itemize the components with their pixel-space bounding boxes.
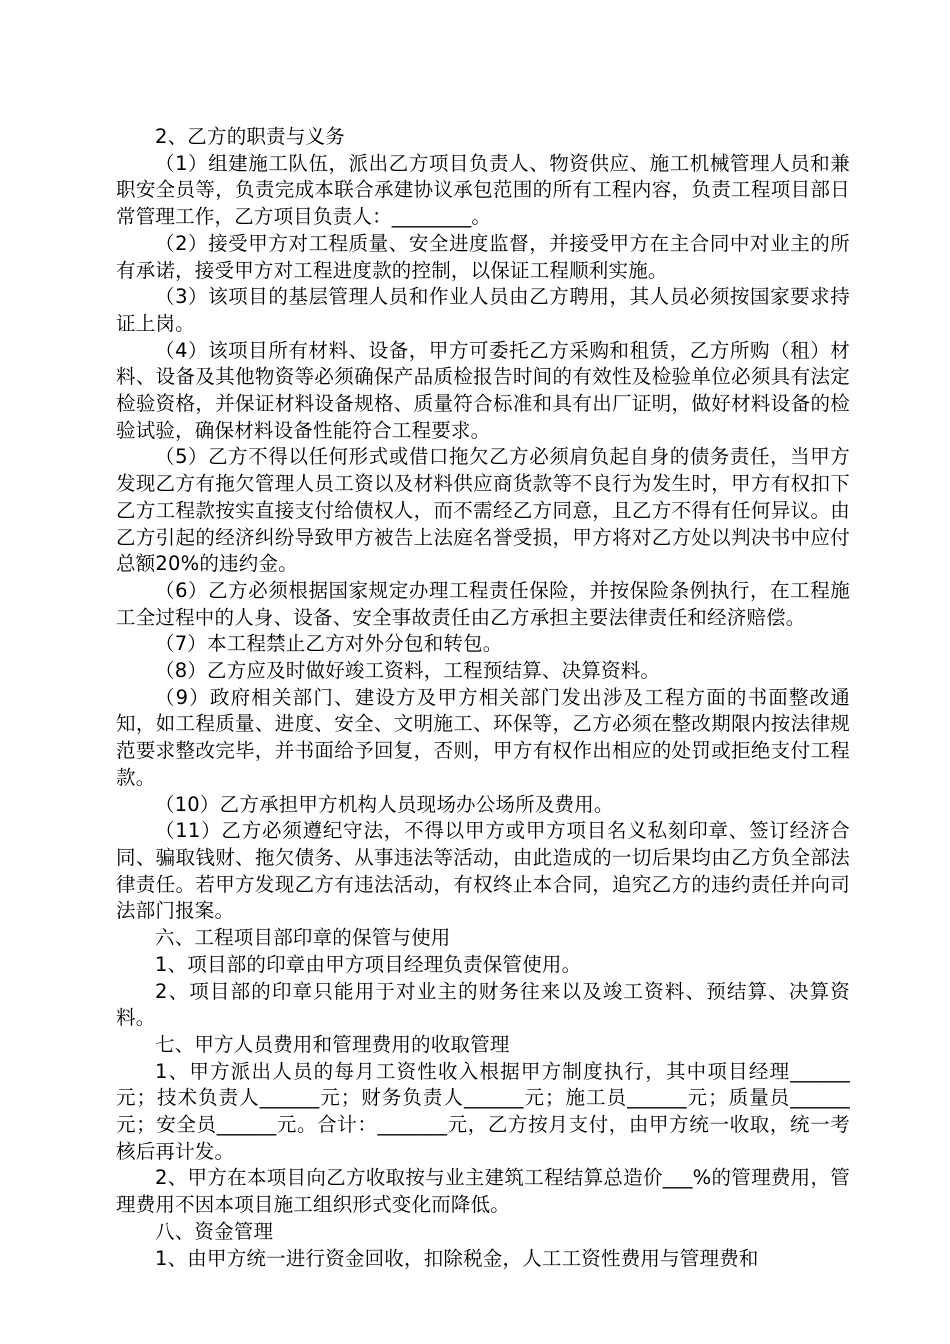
document-page — [116, 124, 850, 1272]
paragraph: （8）乙方应及时做好竣工资料，工程预结算、决算资料。 — [155, 659, 661, 683]
paragraph: 1、甲方派出人员的每月工资性收入根据甲方制度执行，其中项目经理______元；技术负责人______元；财务负责人______元；施工员______元；质量员______元；安全员______元。合计：_______元，乙方按月支付，由甲方统一收取，统一考核后再计发。 — [116, 1059, 850, 1163]
paragraph: （9）政府相关部门、建设方及甲方相关部门发出涉及工程方面的书面整改通知，如工程质量、进度、安全、文明施工、环保等，乙方必须在整改期限内按法律规范要求整改完毕，并书面给予回复，否则，甲方有权作出相应的处罚或拒绝支付工程款。 — [116, 685, 850, 789]
paragraph: （3）该项目的基层管理人员和作业人员由乙方聘用，其人员必须按国家要求持证上岗。 — [116, 285, 850, 335]
section-heading: 2、乙方的职责与义务 — [155, 125, 345, 148]
section-heading: 六、工程项目部印章的保管与使用 — [155, 926, 451, 950]
paragraph: 1、项目部的印章由甲方项目经理负责保管使用。 — [155, 952, 582, 976]
paragraph: 2、项目部的印章只能用于对业主的财务往来以及竣工资料、预结算、决算资料。 — [116, 979, 850, 1030]
paragraph: （2）接受甲方对工程质量、安全进度监督，并接受甲方在主合同中对业主的所有承诺，接受甲方对工程进度款的控制，以保证工程顺利实施。 — [116, 231, 850, 282]
paragraph: （6）乙方必须根据国家规定办理工程责任保险，并按保险条例执行，在工程施工全过程中的人身、设备、安全事故责任由乙方承担主要法律责任和经济赔偿。 — [116, 578, 850, 629]
paragraph: 2、甲方在本项目向乙方收取按与业主建筑工程结算总造价___%的管理费用，管理费用不因本项目施工组织形式变化而降低。 — [116, 1166, 850, 1217]
section-heading: 七、甲方人员费用和管理费用的收取管理 — [155, 1032, 510, 1056]
paragraph: （4）该项目所有材料、设备，甲方可委托乙方采购和租赁，乙方所购（租）材料、设备及其他物资等必须确保产品质检报告时间的有效性及检验单位必须具有法定检验资格，并保证材料设备规格、质量符合标准和具有出厂证明，做好材料设备的检验试验，确保材料设备性能符合工程要求。 — [116, 338, 850, 442]
paragraph: （5）乙方不得以任何形式或借口拖欠乙方必须肩负起自身的债务责任，当甲方发现乙方有拖欠管理人员工资以及材料供应商货款等不良行为发生时，甲方有权扣下乙方工程款按实直接支付给债权人，而不需经乙方同意，且乙方不得有任何异议。由乙方引起的经济纠纷导致甲方被告上法庭名誉受损，甲方将对乙方处以判决书中应付总额20%的违约金。 — [116, 445, 850, 576]
paragraph: （7）本工程禁止乙方对外分包和转包。 — [155, 632, 503, 656]
paragraph: （10）乙方承担甲方机构人员现场办公场所及费用。 — [155, 792, 614, 816]
paragraph: （11）乙方必须遵纪守法，不得以甲方或甲方项目名义私刻印章、签订经济合同、骗取钱财、拖欠债务、从事违法等活动，由此造成的一切后果均由乙方负全部法律责任。若甲方发现乙方有违法活动，有权终止本合同，追究乙方的违约责任并向司法部门报案。 — [116, 819, 850, 923]
paragraph: （1）组建施工队伍，派出乙方项目负责人、物资供应、施工机械管理人员和兼职安全员等，负责完成本联合承建协议承包范围的所有工程内容，负责工程项目部日常管理工作，乙方项目负责人：________。 — [116, 151, 850, 229]
paragraph: 1、由甲方统一进行资金回收，扣除税金，人工工资性费用与管理费和 — [155, 1246, 759, 1270]
section-heading: 八、资金管理 — [155, 1219, 274, 1243]
